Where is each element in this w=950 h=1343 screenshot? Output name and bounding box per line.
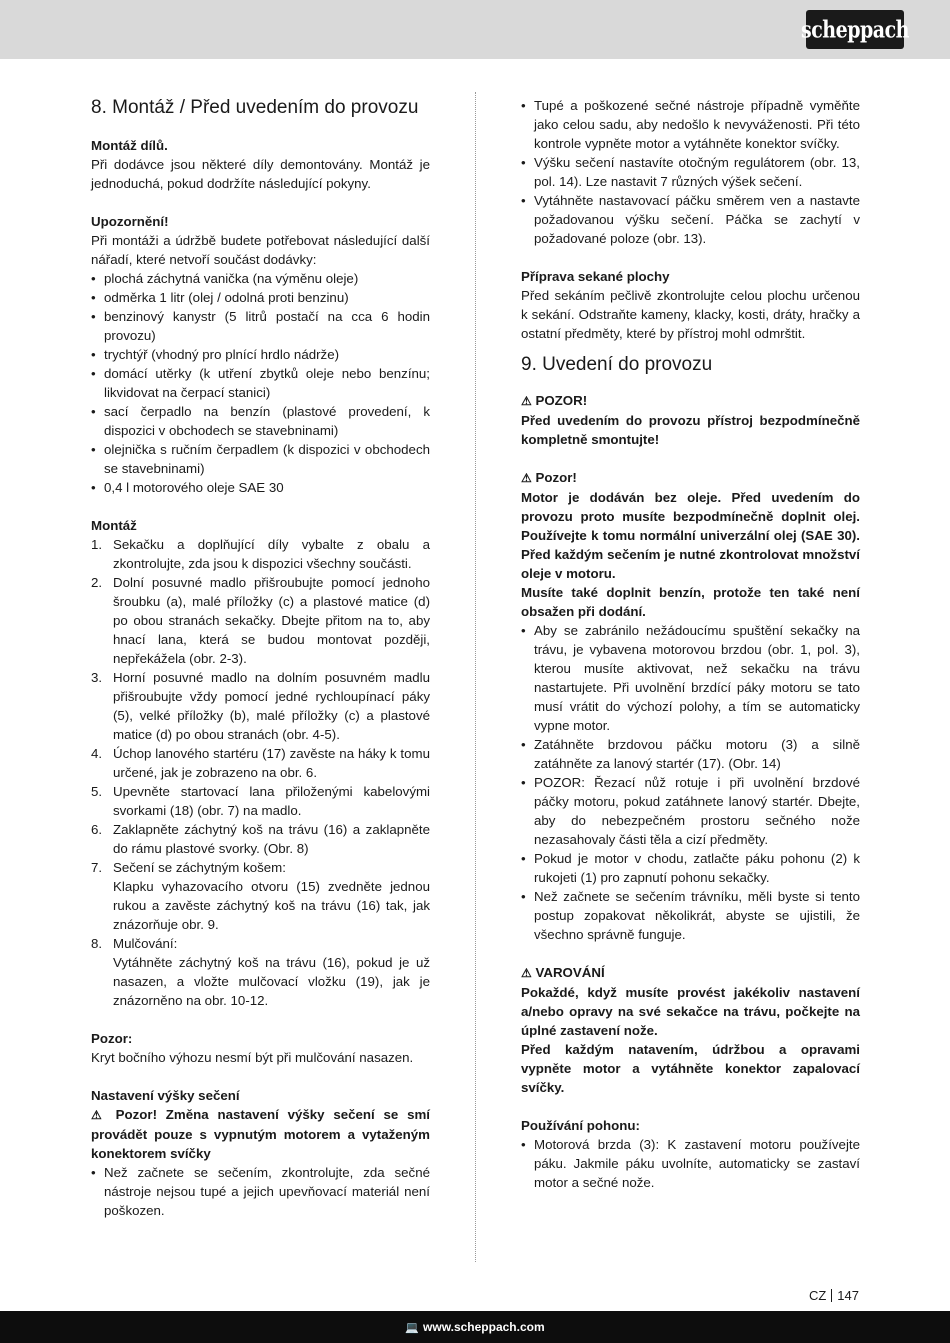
column-divider [475,92,476,1262]
notice-title: Upozornění! [91,214,169,229]
prep-text: Před sekáním pečlivě zkontrolujte celou plochu určenou k sekání. Odstraňte kameny, klacky, kosti, dráty, hračky a ostatní předměty, které by přístroj mohl odmrštit. [521,288,860,341]
list-item: • plochá záchytná vanička (na výměnu oleje) [91,269,430,288]
start-list [521,621,860,944]
warning-icon: ⚠ [521,966,532,980]
footer-bar [0,1311,950,1343]
warning-icon: ⚠ [521,471,532,485]
list-item: • Než začnete se sečením, zkontrolujte, zda sečné nástroje nejsou tupé a jejich upevňovací materiál není poškozen. [91,1163,430,1220]
tools-list [91,269,430,497]
pozor2-title: ⚠ Pozor! [521,470,577,485]
warning-icon: ⚠ [91,1108,107,1122]
list-item: • POZOR: Řezací nůž rotuje i při uvolnění brzdové páčky motoru, pokud zatáhnete lanový startér. Dbejte, aby do nebezpečném prostoru sečného nože nezasahovaly části těla a cizí předměty. [521,773,860,849]
list-item: • Tupé a poškozené sečné nástroje případně vyměňte jako celou sadu, aby nedošlo k nevyváženosti. Při této kontrole vypněte motor a vytáhněte konektor svíčky. [521,96,860,153]
notice-text: Při montáži a údržbě budete potřebovat následující další nářadí, které netvoří součást dodávky: [91,233,430,267]
list-item: • odměrka 1 litr (olej / odolná proti benzinu) [91,288,430,307]
caution-text: Kryt bočního výhozu nesmí být při mulčování nasazen. [91,1050,414,1065]
assembly-parts-title: Montáž dílů. [91,138,168,153]
section-9-heading: 9. Uvedení do provozu [521,354,713,375]
varovani-title: ⚠ VAROVÁNÍ [521,965,605,980]
step-item: 6. Zaklapněte záchytný koš na trávu (16) a zaklapněte do rámu plastové svorky. (Obr. 8) [91,822,430,856]
footer-url[interactable]: www.scheppach.com [423,1320,545,1334]
step-item: 3. Horní posuvné madlo na dolním posuvném madlu přišroubujte vždy pomocí jedné rychloupínací páky (5), velké příložky (b), malé příložky (c) a plastové matice (d) po obou stranách (obr. 4-5). [91,670,430,742]
list-item: • Než začnete se sečením trávníku, měli byste si tento postup zopakovat několikrát, abyste se ujistili, že všechno správně funguje. [521,887,860,944]
step-item: 4. Úchop lanového startéru (17) zavěste na háky k tomu určené, jak je zobrazeno na obr. 6. [91,746,430,780]
list-item: • sací čerpadlo na benzín (plastové provedení, k dispozici v obchodech se stavebninami) [91,402,430,440]
varovani-text2: Před každým natavením, údržbou a opravami vypněte motor a vytáhněte konektor zapalovací svíčky. [521,1042,860,1095]
step-item: 5. Upevněte startovací lana přiloženými kabelovými svorkami (18) (obr. 7) na madlo. [91,784,430,818]
list-item: • olejnička s ručním čerpadlem (k dispozici v obchodech se stavebninami) [91,440,430,478]
section-8-heading: 8. Montáž / Před uvedením do provozu [91,97,419,118]
assembly-parts-text: Při dodávce jsou některé díly demontovány. Montáž je jednoduchá, pokud dodržíte následující pokyny. [91,157,430,191]
list-item: • Aby se zabránilo nežádoucímu spuštění sekačky na trávu, je vybavena motorovou brzdou (obr. 1, pol. 3), kterou musíte aktivovat, než sekačku na trávu nastartujete. Při uvolnění brzdící páky motoru se tato musí vrátit do výchozí polohy, a tím se automaticky vypne motor. [521,621,860,735]
list-item: • Zatáhněte brzdovou páčku motoru (3) a silně zatáhněte za lanový startér (17). (Obr. 14) [521,735,860,773]
page-number [809,1288,859,1303]
drive-list [521,1135,860,1192]
list-item: • trychtýř (vhodný pro plnící hrdlo nádrže) [91,345,430,364]
pozor1-text: Před uvedením do provozu přístroj bezpodmínečně kompletně smontujte! [521,413,860,447]
pozor2-text2: Musíte také doplnit benzín, protože ten také není obsažen při dodání. [521,585,860,619]
logo-text: scheppach [801,15,909,44]
height-warning: ⚠ Pozor! Změna nastavení výšky sečení se smí provádět pouze s vypnutým motorem a vytaženým konektorem svíčky [91,1107,431,1161]
computer-icon: 💻 [405,1321,420,1334]
varovani-text: Pokaždé, když musíte provést jakékoliv nastavení a/nebo opravy na své sekačce na trávu, počkejte na úplné zastavení nože. [521,985,860,1038]
height-list-continued [521,96,860,248]
list-item: • domácí utěrky (k utření zbytků oleje nebo benzínu; likvidovat na čerpací stanici) [91,364,430,402]
montage-title: Montáž [91,518,137,533]
scheppach-logo [801,10,909,49]
montage-steps [91,535,430,1010]
drive-title: Používání pohonu: [521,1118,640,1133]
pozor2-text: Motor je dodáván bez oleje. Před uvedením do provozu proto musíte bezpodmínečně doplnit olej. Používejte k tomu normální univerzální olej (SAE 30). Před každým sečením je nutné zkontrolovat množství oleje v motoru. [521,490,860,581]
caution-title: Pozor: [91,1031,133,1046]
list-item: • 0,4 l motorového oleje SAE 30 [91,478,430,497]
list-item: • benzinový kanystr (5 litrů postačí na cca 6 hodin provozu) [91,307,430,345]
page-num: 147 [837,1288,859,1303]
list-item: • Pokud je motor v chodu, zatlačte páku pohonu (2) k rukojeti (1) pro zapnutí pohonu sekačky. [521,849,860,887]
step-item: 8. Mulčování: Vytáhněte záchytný koš na trávu (16), pokud je už nasazen, a vložte mulčovací vložku (19), jak je znázorněno na obr. 10-12. [91,936,430,1008]
page-lang: CZ [808,1288,827,1303]
pozor1-title: ⚠ POZOR! [521,393,588,408]
left-column [91,96,430,1220]
height-title: Nastavení výšky sečení [91,1088,240,1103]
top-header-bar [0,0,950,59]
step-item: 2. Dolní posuvné madlo přišroubujte pomocí jednoho šroubku (a), malé příložky (c) a plastové matice (d) po obou stranách sekačky. Dbejte přitom na to, aby hnací lana, která se budou montovat později, nepřekážela (obr. 2-3). [91,575,430,666]
step-item: 7. Sečení se záchytným košem: Klapku vyhazovacího otvoru (15) zvedněte jednou rukou a zavěste záchytný koš na trávu (16) tak, jak znázorňuje obr. 9. [91,860,430,932]
list-item: • Motorová brzda (3): K zastavení motoru používejte páku. Jakmile páku uvolníte, automaticky se zastaví motor a sečné nože. [521,1135,860,1192]
prep-title: Příprava sekané plochy [521,269,670,284]
warning-icon: ⚠ [521,394,532,408]
step-item: 1. Sekačku a doplňující díly vybalte z obalu a zkontrolujte, zda jsou k dispozici všechny součásti. [91,537,430,571]
height-list [91,1163,430,1220]
right-column [521,96,860,1192]
list-item: • Výšku sečení nastavíte otočným regulátorem (obr. 13, pol. 14). Lze nastavit 7 různých výšek sečení. [521,153,860,191]
list-item: • Vytáhněte nastavovací páčku směrem ven a nastavte požadovanou výšku sečení. Páčka se zachytí v požadované poloze (obr. 13). [521,191,860,248]
